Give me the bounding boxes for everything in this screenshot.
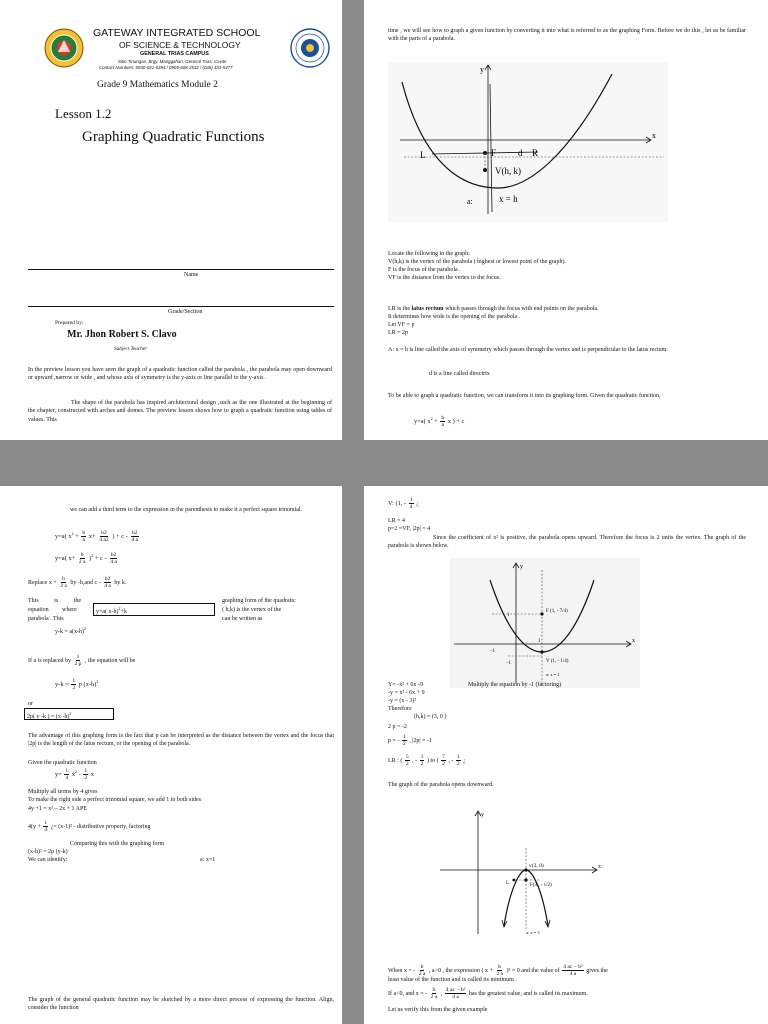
if-a-replaced (28, 654, 135, 667)
eq2-d: ) (89, 554, 92, 562)
axis-value: a: x=1 (200, 857, 216, 863)
step-2 (28, 820, 150, 833)
g-frac1-num: 1 (65, 768, 69, 774)
step2-frac-num: 1 (44, 820, 48, 826)
replace-d: by -h,and c - (70, 579, 101, 586)
intro-paragraph-1: In the preview lesson you have seen the graph of a quadratic function called the parabola , the parabola may open downward or upward ,narrow or wide , and whose axis of symmetry is the y-axis or line parallel to the y-axis . (28, 367, 332, 382)
y-axis-label: y (480, 65, 484, 74)
least-value-text: least value of the function and is called its minimum . (388, 977, 517, 983)
if-a: If a<0, and x = - (388, 990, 428, 997)
can-be-written: can be written as (222, 616, 263, 622)
if-frac1-num: b (432, 987, 436, 993)
box-eq: y=a( x-h) (96, 609, 119, 615)
this-is: This is the (28, 598, 81, 604)
lr-g: ) to ( (426, 757, 439, 764)
g2-vertex-label: V (1, - 1/4) (546, 659, 569, 664)
if-frac1 (430, 987, 439, 1000)
g3-x-label: x (598, 864, 601, 870)
g-frac2-den: 2 (84, 775, 88, 781)
eq1-frac3-num: b2 (131, 530, 138, 536)
eq2-e: + c - (94, 554, 107, 562)
g2-neg-one-y: –1 (506, 661, 511, 666)
hk-vertex-text: ( h,k) is the vertex of the (222, 607, 282, 613)
vf-definition: VF is the distance from the vertex to the focus. (388, 275, 501, 281)
lr-a: LR : ( (388, 757, 403, 764)
eq2-a: y=a( x+ (55, 554, 76, 562)
intro-paragraph-2: The shape of the parabola has inspired architectural design ,such as the one illustrated at the beginning of the chapter, constructed with arches and domes. The preview lesson shows how to graph a quadratic function using tables of values. This (28, 400, 332, 423)
box-k: +k (120, 609, 127, 615)
when-frac3-den: 4 a (569, 971, 577, 977)
g2-focus-point (540, 612, 543, 615)
lr-j: , - (448, 757, 454, 764)
replace-frac1-den: 2 a (60, 583, 67, 589)
frac-denominator: a (441, 422, 445, 428)
eq1-frac3 (130, 530, 139, 543)
x-axis-label: x (652, 131, 656, 140)
focus-definition: F is the focus of the parabola . (388, 267, 461, 273)
g2-one-label: 1 (507, 613, 510, 618)
page-title: Graphing Quadratic Functions (82, 129, 265, 145)
when-frac2 (495, 964, 504, 977)
lr-definition (388, 306, 599, 314)
school-contact: Contact Numbers: 0930-021-0394 / 0905-608-2532 / (046) 433-5477 (99, 65, 233, 70)
v-d: ¿ (416, 499, 420, 507)
l-point-label: L (420, 150, 426, 160)
yk2-a: y-k = (55, 680, 69, 688)
if-frac2 (445, 987, 467, 1000)
when-j: gives the (586, 967, 608, 974)
g-eq-frac1 (64, 768, 69, 781)
g2-one-x: 1 (538, 639, 541, 644)
downward-parabola-graph (434, 808, 604, 938)
r-point-label: R (532, 148, 539, 158)
yk2-d: p (x-h) (78, 680, 97, 688)
vertex-label: V(h, k) (495, 166, 521, 176)
completing-square-eq1: y=a( $x^2$ + $\frac{b}{a}$ x+ $\frac{b2}{4 a2}$ ) + c - $\frac{b2}{4 a}$ (55, 530, 139, 543)
module-title: Grade 9 Mathematics Module 2 (97, 80, 218, 90)
eq1-frac2-den: 4 a2 (99, 537, 109, 543)
graphing-form-label: graphing form of the quadratic (222, 598, 296, 604)
eq2-frac1 (78, 552, 87, 565)
axis-equation-label: x = h (499, 194, 518, 204)
one-num: 1 (76, 654, 80, 660)
v-frac (409, 497, 414, 510)
p-a: p = - (388, 737, 400, 744)
p-value (388, 734, 432, 747)
lr-frac3-num: 7 (442, 754, 445, 760)
school-campus: GENERAL TRIAS CAMPUS (140, 51, 209, 57)
lr-frac3-den: 2 (442, 761, 445, 767)
page-4 (364, 486, 768, 1024)
step-1: 4y +1 = x² – 2x + 1 APE (28, 806, 87, 812)
eq2-frac2-num: b2 (110, 552, 117, 558)
focus-label: F (491, 148, 497, 158)
eq1-h: ) + c - (112, 532, 128, 540)
compare-equation: (x-h)² = 2p (y-k) (28, 849, 68, 855)
lr-frac4-num: 1 (456, 754, 460, 760)
page-3 (0, 486, 342, 1024)
deped-seal-logo (290, 28, 330, 68)
general-function-paragraph: The graph of the general quadratic function may be sketched by a more direct process of expressing the function. Align, consider the function (28, 997, 334, 1012)
replace-frac2 (103, 576, 112, 589)
g-eq-frac2 (83, 768, 88, 781)
g2-focus-label: F (1, - 7/4) (546, 609, 568, 614)
prepared-by: Prepared by: (55, 320, 84, 326)
g2-neg-one-x: –1 (490, 649, 495, 654)
parabola-parts-diagram (388, 62, 668, 222)
p-frac-num: 1 (402, 734, 406, 740)
since-paragraph: Since the coefficient of x² is positive, the parabola opens upward. Therefore the focus is 2 units the vertex. The graph of the parabola is shown below. (388, 535, 746, 550)
box2-eq: 2p( y -k ) = (x -h) (27, 714, 70, 720)
p-frac-den: 2 (402, 741, 406, 747)
school-seal-logo (44, 28, 84, 68)
graphing-form-equation: y=a( x-h)$^2$+k (96, 606, 127, 615)
comparing-text: Comparing this with the graphing form (70, 841, 165, 847)
eq-part-x: x ) + c (447, 417, 465, 425)
lr-frac3 (441, 754, 446, 767)
lr-definition-line2: It determines how wide is the opening of the parabola . (388, 314, 521, 320)
step2-frac-den: 4 (44, 827, 48, 833)
g3-focus-label: F(3 , - 1/2) (530, 883, 552, 888)
equation-where: equation where (28, 607, 77, 613)
two-p-den: 2 p (74, 661, 82, 667)
name-line[interactable] (28, 269, 334, 270)
v-frac-num: 1 (409, 497, 413, 503)
f2-equation: -y = x² - 6x + 9 (388, 690, 425, 696)
when-g: )² = 0 and the value of (506, 967, 560, 974)
eq1-frac2-num: b2 (101, 530, 107, 536)
author-name: Mr. Jhon Robert S. Clavo (67, 329, 177, 340)
given-equation: y= $\frac{1}{4}$ $x^2$ - $\frac{1}{2}$ x (55, 768, 94, 781)
lr-4: LR = 4 (388, 518, 406, 524)
when-frac3 (562, 964, 584, 977)
eq1-frac1-den: a (82, 537, 86, 543)
if-frac1-den: 2 a (430, 994, 438, 1000)
directrix-label: d (518, 148, 523, 158)
we-can-identify: We can identify: (28, 857, 68, 863)
v-a: V: (1, - (388, 499, 407, 507)
when-frac1 (418, 964, 427, 977)
eq1-b: + (75, 532, 79, 540)
standard-equation: y=a( $x^2$ + $\frac{b}{a}$ x ) + c (414, 415, 465, 428)
two-p-value: 2 p = -2 (388, 724, 407, 730)
parabola-this: parabola . This (28, 616, 64, 622)
replace-a: Replace x + (28, 579, 57, 586)
eq1-frac1 (81, 530, 86, 543)
when-paragraph (388, 964, 608, 977)
p-frac (402, 734, 407, 747)
let-vf: Let VF = p (388, 322, 415, 328)
lr-frac4 (456, 754, 461, 767)
opens-downward: The graph of the parabola opens downward. (388, 782, 494, 788)
lr-term: latus rectum (411, 306, 444, 312)
eq2-frac2 (109, 552, 118, 565)
if-d: , (440, 990, 443, 997)
school-line2: OF SCIENCE & TECHNOLOGY (119, 40, 241, 50)
step2-a: 4(y + (28, 823, 41, 830)
eq1-e: x+ (88, 532, 96, 540)
or-text: or (28, 701, 33, 707)
g2-vertex-point (540, 650, 543, 653)
lr-frac2-num: 1 (420, 754, 424, 760)
replace-frac1 (59, 576, 68, 589)
lr-endpoints (388, 754, 466, 767)
upward-parabola-graph (450, 558, 640, 688)
yk-eq: y-k = a(x-h) (55, 629, 85, 635)
verify-text: Let us verify this from the given example (388, 1007, 488, 1013)
if-frac2-den: 4 a (452, 994, 459, 1000)
f3-equation: -y = (x - 3)² (388, 698, 417, 704)
vertex-value (388, 497, 419, 510)
g-eq-a: y= (55, 770, 62, 778)
lr-frac1-num: 5 (405, 754, 409, 760)
school-name: GATEWAY INTEGRATED SCHOOL (93, 27, 261, 39)
when-d: , a>0 , the expression ( x + (428, 967, 493, 974)
yk2-frac-den: 2 (72, 685, 76, 691)
eq1-frac2 (98, 530, 109, 543)
hk-value: (h,k) = (3, 0 ) (414, 714, 447, 720)
page-1 (0, 0, 342, 440)
frac-numerator: b (441, 415, 445, 421)
lr-frac1-den: 2 (405, 761, 409, 767)
lr-m: ¿ (463, 757, 466, 764)
transform-paragraph: To be able to graph a quadratic function, we can transform it into its graphing form. Given the quadratic function, (388, 393, 661, 399)
lr-frac1 (405, 754, 410, 767)
lr-def-pre: LR is the (388, 306, 412, 312)
yk2-frac-num: 1 (72, 678, 76, 684)
b-over-a-fraction (440, 415, 445, 428)
replace-frac2-den: 4 a (104, 583, 111, 589)
one-over-2p (73, 654, 82, 667)
g3-y-label: y (481, 812, 484, 818)
g-eq-e: - (78, 770, 81, 778)
author-role: Subject Teacher (114, 346, 148, 352)
advantage-paragraph: The advantage of this graphing form is the fact that p can be interpreted as the distance between the vertex and the focus that |2p| is the length of the latus rectum, or the opening of the parabola. (28, 733, 334, 748)
when-frac2-num: b (498, 964, 502, 970)
f1-equation: Y= -x² + 6x -9 (388, 682, 423, 688)
step2-frac (43, 820, 48, 833)
eq2-frac1-den: 2 a (78, 559, 86, 565)
name-label: Name (184, 272, 199, 278)
lr-frac2-den: 2 (420, 761, 424, 767)
graphing-form-equation-2: 2p( y -k ) = (x -h)$^2$ (27, 711, 72, 720)
if-a-negative (388, 987, 588, 1000)
multiply-by-4: Multiply all terms by 4 gives (28, 789, 98, 795)
grade-section-line[interactable] (28, 306, 334, 307)
eq1-a: y=a( x (55, 532, 72, 540)
multiply-note: Multiply the equation by -1 (factoring) (468, 682, 562, 688)
replace-frac1-num: b (62, 576, 65, 582)
eq-part-a: y=a( x (414, 417, 431, 425)
v-frac-den: 4 (409, 504, 413, 510)
page2-intro: time , we will see how to graph a given function by converting it into what is referred to as the graphing Form. Before we do this , let us be familiar with the parts of a parabola. (388, 28, 746, 43)
replace-g: by k. (114, 579, 127, 586)
axis-definition: A: x = h is line called the axis of symmetry which passes through the vertex and is perpendicular to the latus rectum. (388, 347, 668, 353)
yk-equation: $y-k = a(x-h)^2$ (55, 626, 87, 635)
eq2-frac1-num: b (80, 552, 84, 558)
yk2-frac (71, 678, 76, 691)
when-a: When x = - (388, 967, 416, 974)
make-perfect-square: To make the right side a perfect trinomial square, we add 1 to both sides (28, 797, 202, 803)
g-frac1-den: 4 (65, 775, 69, 781)
eq1-frac3-den: 4 a (131, 537, 139, 543)
g2-axis-label: a: x = 1 (546, 672, 560, 677)
lr-d: , - (412, 757, 418, 764)
lr-frac2 (420, 754, 425, 767)
g2-x-label: x (632, 638, 635, 644)
g3-l-label: L (506, 881, 510, 886)
replace-frac2-num: b2 (104, 576, 111, 582)
yk2-equation: y-k = $\frac{1}{2}$ p $(x-h)^2$ (55, 678, 99, 691)
school-address: Sitio Tinungan, Brgy. Manggahan, General Trias, Cavite (118, 59, 227, 64)
p-line: p=2 =VF, |2p| = 4 (388, 526, 431, 532)
g3-focus-point (524, 878, 527, 881)
g-eq-d: x (71, 770, 76, 778)
vertex-definition: V(h,k) is the vertex of the parabola ( highest or lowest point of the graph). (388, 259, 566, 265)
lesson-number: Lesson 1.2 (55, 106, 112, 121)
g2-y-label: y (520, 564, 523, 570)
page-2 (364, 0, 768, 440)
eq-plus: + (434, 417, 438, 425)
g3-l-point (513, 879, 516, 882)
will-be-text: , the equation will be (84, 657, 136, 664)
replace-line (28, 576, 126, 589)
when-frac1-den: 2 a (418, 971, 426, 977)
eq2-frac2-den: 4 a (110, 559, 117, 565)
therefore-text: Therefore (388, 706, 412, 712)
when-frac3-num: 4 ac − b² (563, 964, 583, 970)
directrix-definition: d is a line called directrix (429, 371, 490, 377)
lr-equation: LR = 2p (388, 330, 409, 336)
when-frac2-den: 2 a (496, 971, 504, 977)
g3-axis-label: a: x = 3 (526, 930, 540, 935)
step2-d: ¿= (x-1)² - distributive property, factoring (50, 823, 151, 830)
eq1-frac1-num: b (82, 530, 86, 536)
lr-def-post: which passes through the focus with end points on the parabola. (443, 306, 599, 312)
g3-vertex-point (524, 868, 527, 871)
axis-a-label: a: (467, 197, 473, 206)
if-a-text: If a is replaced by (28, 657, 71, 664)
grade-section-label: Grade/Section (168, 309, 203, 315)
g3-vertex-label: v(3, 0) (529, 863, 544, 869)
locate-heading: Locate the following in the graph: (388, 251, 470, 257)
page3-intro: we can add a third term to the expression in the parenthesis to make it a perfect square trinomial. (70, 507, 303, 513)
lr-frac4-den: 2 (456, 761, 460, 767)
if-g: has the greatest value, and is called its maximum. (468, 990, 588, 997)
when-frac1-num: b (420, 964, 424, 970)
g-frac2-num: 1 (84, 768, 88, 774)
completing-square-eq2: y=a( x+ $\frac{b}{2 a}$ )$^2$ + c - $\frac{b2}{4 a}$ (55, 552, 117, 565)
given-function: Given the quadratic function (28, 760, 97, 766)
g-eq-h: x (90, 770, 94, 778)
p-d: , |2p| = -1 (409, 737, 432, 744)
if-frac2-num: 4 ac − b² (445, 987, 466, 993)
